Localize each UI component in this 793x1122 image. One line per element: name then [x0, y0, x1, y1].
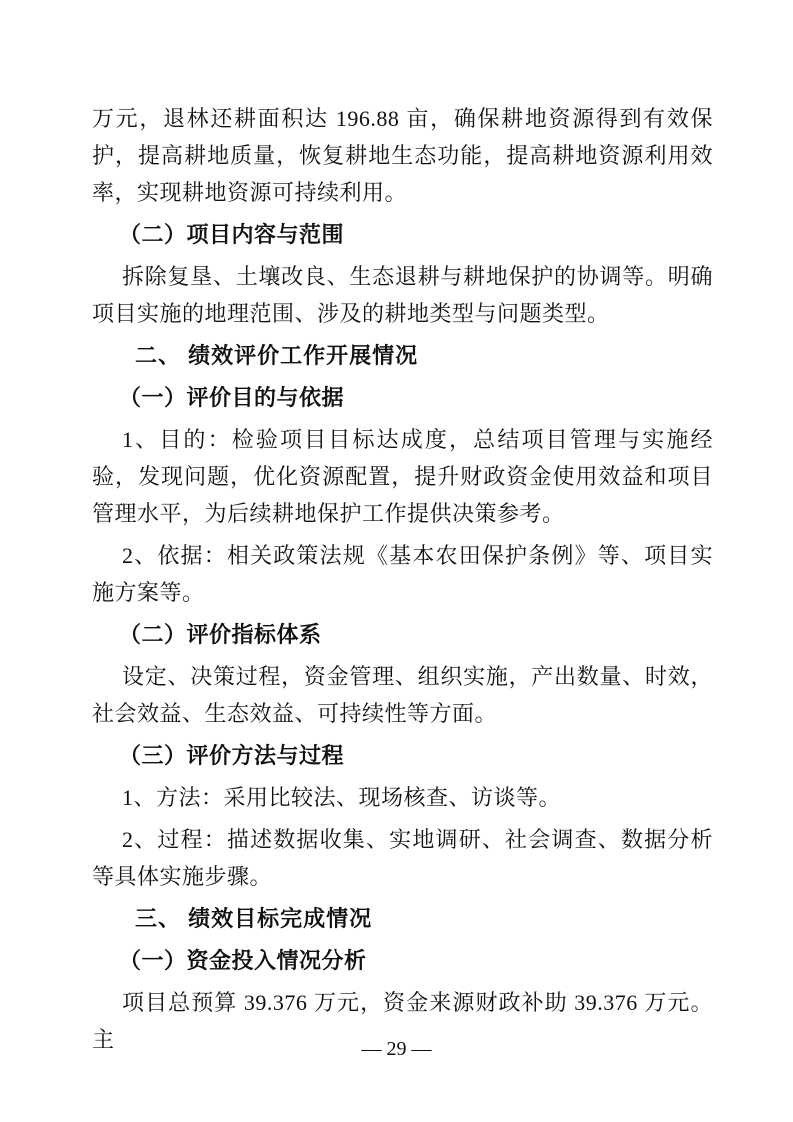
page-footer — [0, 1036, 793, 1062]
heading: （一）资金投入情况分析 — [119, 948, 367, 973]
document-body — [92, 100, 713, 1063]
heading: 三、 绩效目标完成情况 — [135, 906, 373, 931]
paragraph: 项目总预算 39.376 万元，资金来源财政补助 39.376 万元。主 — [92, 990, 713, 1052]
paragraph: 1、目的：检验项目目标达成度，总结项目管理与实施经验，发现问题，优化资源配置，提升财政资金使用效益和项目管理水平，为后续耕地保护工作提供决策参考。 — [92, 427, 713, 526]
paragraph: 万元，退林还耕面积达 196.88 亩，确保耕地资源得到有效保护，提高耕地质量，恢复耕地生态功能，提高耕地资源利用效率，实现耕地资源可持续利用。 — [92, 106, 713, 205]
page-number: — 29 — — [361, 1038, 432, 1060]
heading: （三）评价方法与过程 — [119, 743, 345, 768]
heading: （二）评价指标体系 — [119, 622, 322, 647]
heading: 二、 绩效评价工作开展情况 — [135, 343, 419, 368]
paragraph: 拆除复垦、土壤改良、生态退耕与耕地保护的协调等。明确项目实施的地理范围、涉及的耕地类型与问题类型。 — [92, 264, 713, 326]
heading: （二）项目内容与范围 — [119, 222, 345, 247]
paragraph: 1、方法：采用比较法、现场核查、访谈等。 — [122, 785, 562, 810]
paragraph: 2、过程：描述数据收集、实地调研、社会调查、数据分析等具体实施步骤。 — [92, 827, 713, 889]
paragraph: 设定、决策过程，资金管理、组织实施，产出数量、时效，社会效益、生态效益、可持续性等方面。 — [92, 664, 713, 726]
heading: （一）评价目的与依据 — [119, 385, 345, 410]
paragraph: 2、依据：相关政策法规《基本农田保护条例》等、项目实施方案等。 — [92, 543, 713, 605]
